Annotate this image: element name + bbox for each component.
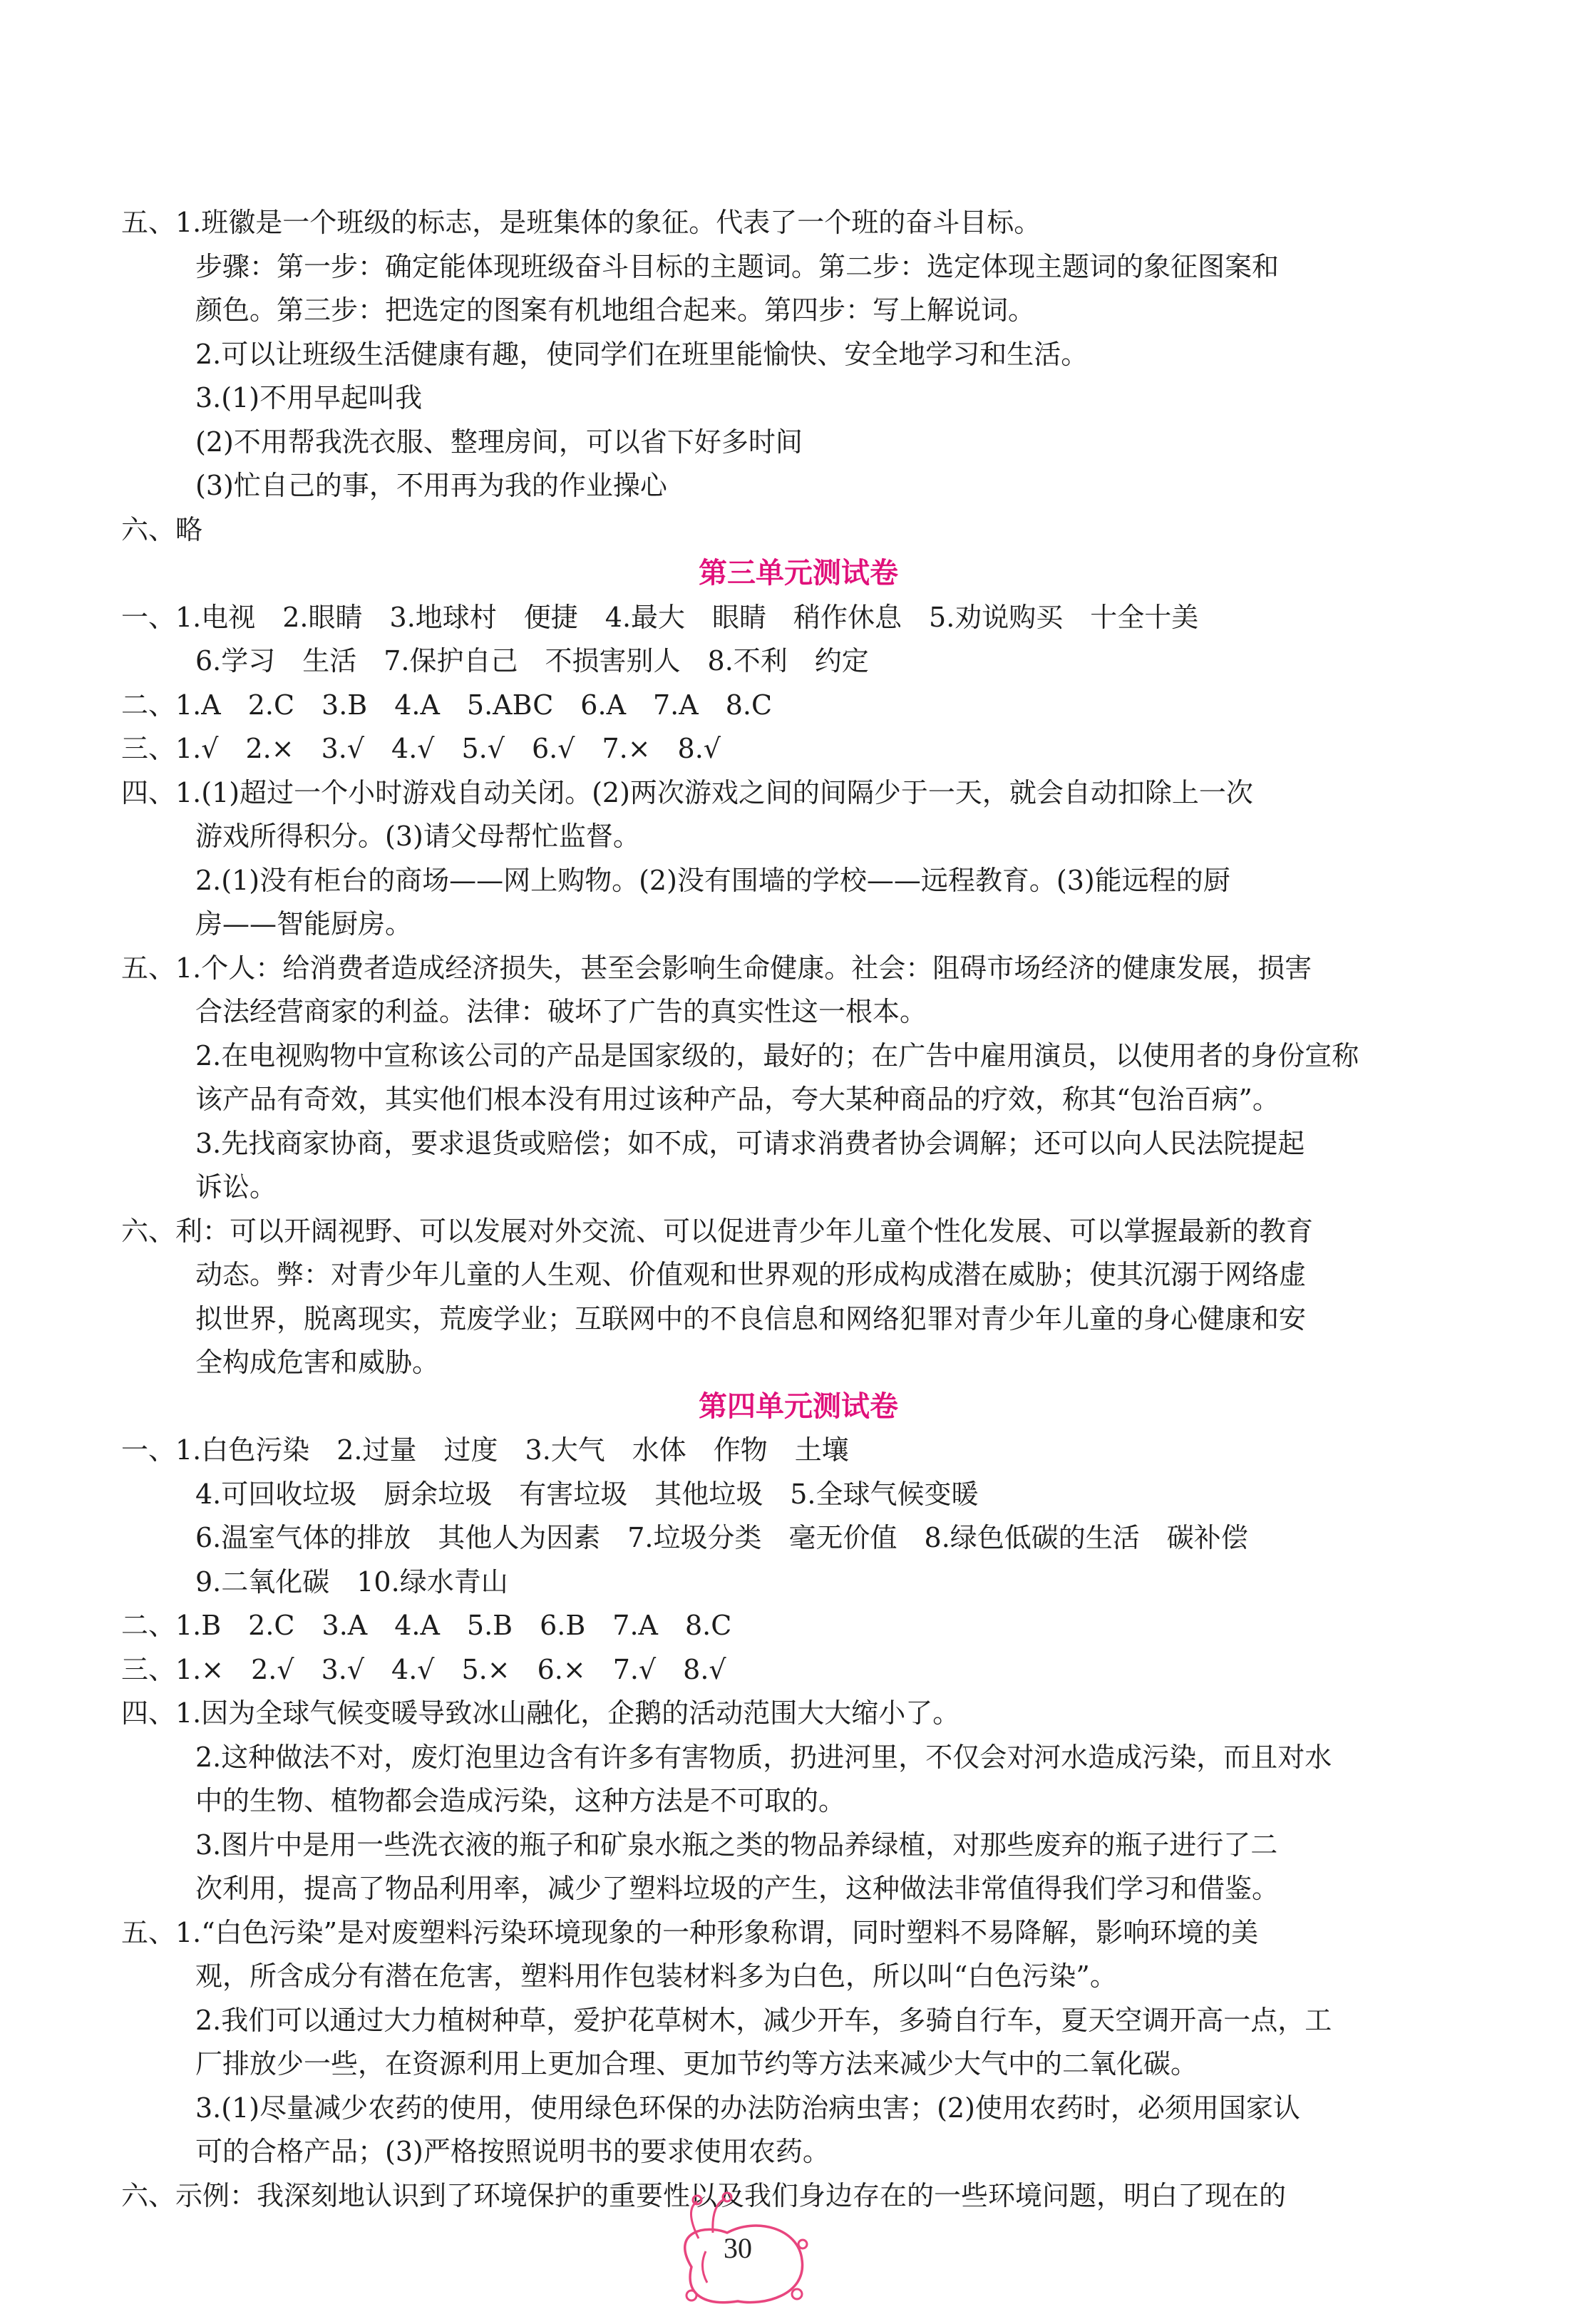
answer-line: 一、1.电视 2.眼睛 3.地球村 便捷 4.最大 眼睛 稍作休息 5.劝说购买 十全十美 [121,601,1199,633]
answer-line: 六、利：可以开阔视野、可以发展对外交流、可以促进青少年儿童个性化发展、可以掌握最新的教育 [121,1215,1314,1247]
answer-line: 2.可以让班级生活健康有趣，使同学们在班里能愉快、安全地学习和生活。 [195,338,1089,370]
answer-line: 三、1.× 2.√ 3.√ 4.√ 5.× 6.× 7.√ 8.√ [121,1653,726,1685]
answer-line: 2.(1)没有柜台的商场——网上购物。(2)没有围墙的学校——远程教育。(3)能远程的厨 [195,864,1230,896]
answer-line: 游戏所得积分。(3)请父母帮忙监督。 [195,821,640,852]
answer-line: 可的合格产品；(3)严格按照说明书的要求使用农药。 [195,2136,830,2167]
answer-line: 3.先找商家协商，要求退货或赔偿；如不成，可请求消费者协会调解；还可以向人民法院提起 [195,1127,1305,1159]
section-title: 第三单元测试卷 [699,557,898,590]
answer-line: 房——智能厨房。 [195,908,413,940]
answer-line: 3.(1)尽量减少农药的使用，使用绿色环保的办法防治病虫害；(2)使用农药时，必须用国家认 [195,2092,1300,2124]
answer-line: 五、1.“白色污染”是对废塑料污染环境现象的一种形象称谓，同时塑料不易降解，影响环境的美 [121,1916,1259,1948]
answer-line: 2.在电视购物中宣称该公司的产品是国家级的，最好的；在广告中雇用演员，以使用者的身份宣称 [195,1039,1359,1071]
answer-line: 一、1.白色污染 2.过量 过度 3.大气 水体 作物 土壤 [121,1434,849,1466]
answer-content [121,201,1476,2218]
answer-line: 2.我们可以通过大力植树种草，爱护花草树木，减少开车，多骑自行车，夏天空调开高一点，工 [195,2004,1332,2036]
answer-line: 9.二氧化碳 10.绿水青山 [195,1565,508,1598]
answer-line: 观，所含成分有潜在危害，塑料用作包装材料多为白色，所以叫“白色污染”。 [195,1960,1117,1992]
answer-line: 全构成危害和威胁。 [195,1347,440,1378]
answer-line: 拟世界，脱离现实，荒废学业；互联网中的不良信息和网络犯罪对青少年儿童的身心健康和安 [195,1302,1307,1335]
answer-line: 厂排放少一些，在资源利用上更加合理、更加节约等方法来减少大气中的二氧化碳。 [195,2048,1198,2079]
answer-line: 6.学习 生活 7.保护自己 不损害别人 8.不利 约定 [195,645,869,677]
answer-line: 4.可回收垃圾 厨余垃圾 有害垃圾 其他垃圾 5.全球气候变暖 [195,1478,979,1510]
answer-line: 该产品有奇效，其实他们根本没有用过该种产品，夸大某种商品的疗效，称其“包治百病”。 [195,1084,1280,1115]
answer-line: 中的生物、植物都会造成污染，这种方法是不可取的。 [195,1785,846,1816]
answer-line: 五、1.个人：给消费者造成经济损失，甚至会影响生命健康。社会：阻碍市场经济的健康发展，损害 [121,952,1312,984]
answer-line: 次利用，提高了物品利用率，减少了塑料垃圾的产生，这种做法非常值得我们学习和借鉴。 [195,1873,1280,1904]
answer-line: 颜色。第三步：把选定的图案有机地组合起来。第四步：写上解说词。 [195,294,1036,326]
answer-line: 合法经营商家的利益。法律：破坏了广告的真实性这一根本。 [195,996,927,1027]
answer-line: 3.(1)不用早起叫我 [195,382,423,413]
section-title: 第四单元测试卷 [699,1389,898,1423]
answer-line: 6.温室气体的排放 其他人为因素 7.垃圾分类 毫无价值 8.绿色低碳的生活 碳补偿 [195,1522,1248,1553]
page-number: 30 [724,2232,752,2264]
answer-line: 六、示例：我深刻地认识到了环境保护的重要性以及我们身边存在的一些环境问题，明白了现在的 [121,2179,1287,2211]
answer-line: 二、1.A 2.C 3.B 4.A 5.ABC 6.A 7.A 8.C [121,689,773,721]
answer-line: 诉讼。 [195,1171,277,1203]
answer-line: 三、1.√ 2.× 3.√ 4.√ 5.√ 6.√ 7.× 8.√ [121,733,721,764]
answer-line: 二、1.B 2.C 3.A 4.A 5.B 6.B 7.A 8.C [121,1610,732,1641]
answer-line: 2.这种做法不对，废灯泡里边含有许多有害物质，扔进河里，不仅会对河水造成污染，而且对水 [195,1741,1332,1773]
answer-line: 六、略 [121,513,203,545]
answer-line: 四、1.因为全球气候变暖导致冰山融化，企鹅的活动范围大大缩小了。 [121,1697,960,1729]
answer-line: 五、1.班徽是一个班级的标志，是班集体的象征。代表了一个班的奋斗目标。 [121,207,1041,238]
answer-line: (3)忙自己的事，不用再为我的作业操心 [195,470,667,501]
answer-line: (2)不用帮我洗衣服、整理房间，可以省下好多时间 [195,426,803,458]
answer-line: 3.图片中是用一些洗衣液的瓶子和矿泉水瓶之类的物品养绿植，对那些废弃的瓶子进行了二 [195,1829,1278,1861]
page-footer [656,2189,820,2310]
answer-line: 四、1.(1)超过一个小时游戏自动关闭。(2)两次游戏之间的间隔少于一天，就会自动扣除上一次 [121,776,1253,808]
answer-line: 动态。弊：对青少年儿童的人生观、价值观和世界观的形成构成潜在威胁；使其沉溺于网络虚 [195,1259,1307,1290]
answer-line: 步骤：第一步：确定能体现班级奋斗目标的主题词。第二步：选定体现主题词的象征图案和 [195,250,1280,282]
